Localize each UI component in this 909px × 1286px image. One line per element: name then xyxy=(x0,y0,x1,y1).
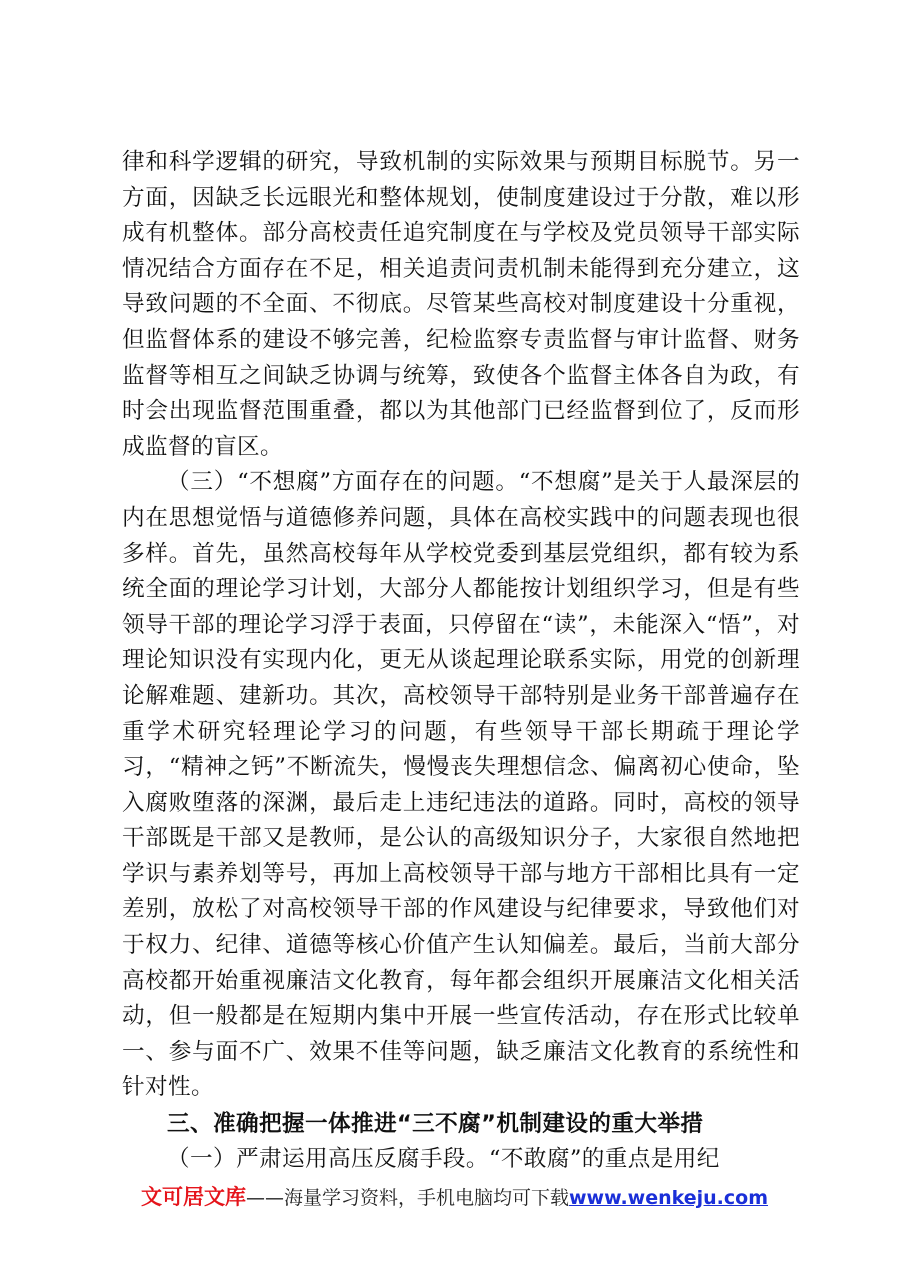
paragraph-subsection-one xyxy=(122,1142,800,1178)
footer-site-link[interactable]: www.wenkeju.com xyxy=(569,1187,769,1209)
footer-slogan: ——海量学习资料，手机电脑均可下载 xyxy=(245,1187,569,1209)
section-heading: 三、准确把握一体推进“三不腐”机制建设的重大举措 xyxy=(167,1111,704,1138)
paragraph-not-want-corrupt: （三）“不想腐”方面存在的问题。“不想腐”是关于人最深层的内在思想觉悟与道德修养问题，具体在高校实践中的问题表现也很多样。首先，虽然高校每年从学校党委到基层党组织，都有较为系统全面的理论学习计划，大部分人都能按计划组织学习，但是有些领导干部的理论学习浮于表面，只停留在“读”，未能深入“悟”，对理论知识没有实现内化，更无从谈起理论联系实际，用党的创新理论解难题、建新功。其次，高校领导干部特别是业务干部普遍存在重学术研究轻理论学习的问题，有些领导干部长期疏于理论学习，“精神之钙”不断流失，慢慢丧失理想信念、偏离初心使命，坠入腐败堕落的深渊，最后走上违纪违法的道路。同时，高校的领导干部既是干部又是教师，是公认的高级知识分子，大家很自然地把学识与素养划等号，再加上高校领导干部与地方干部相比具有一定差别，放松了对高校领导干部的作风建设与纪律要求，导致他们对于权力、纪律、道德等核心价值产生认知偏差。最后，当前大部分高校都开始重视廉洁文化教育，每年都会组织开展廉洁文化相关活动，但一般都是在短期内集中开展一些宣传活动，存在形式比较单一、参与面不广、效果不佳等问题，缺乏廉洁文化教育的系统性和针对性。 xyxy=(122,469,800,1101)
subsection-lead: （一）严肃运用高压反腐手段。 xyxy=(167,1146,489,1173)
paragraph-continued: 律和科学逻辑的研究，导致机制的实际效果与预期目标脱节。另一方面，因缺乏长远眼光和整体规划，使制度建设过于分散，难以形成有机整体。部分高校责任追究制度在与学校及党员领导干部实际情况结合方面存在不足，相关追责问责机制未能得到充分建立，这导致问题的不全面、不彻底。尽管某些高校对制度建设十分重视，但监督体系的建设不够完善，纪检监察专责监督与审计监督、财务监督等相互之间缺乏协调与统筹，致使各个监督主体各自为政，有时会出现监督范围重叠，都以为其他部门已经监督到位了，反而形成监督的盲区。 xyxy=(122,149,800,460)
footer-brand: 文可居文库 xyxy=(140,1185,246,1209)
footer-banner xyxy=(0,1184,909,1211)
document-body xyxy=(122,145,800,1178)
subsection-text: “不敢腐”的重点是用纪 xyxy=(488,1146,720,1173)
